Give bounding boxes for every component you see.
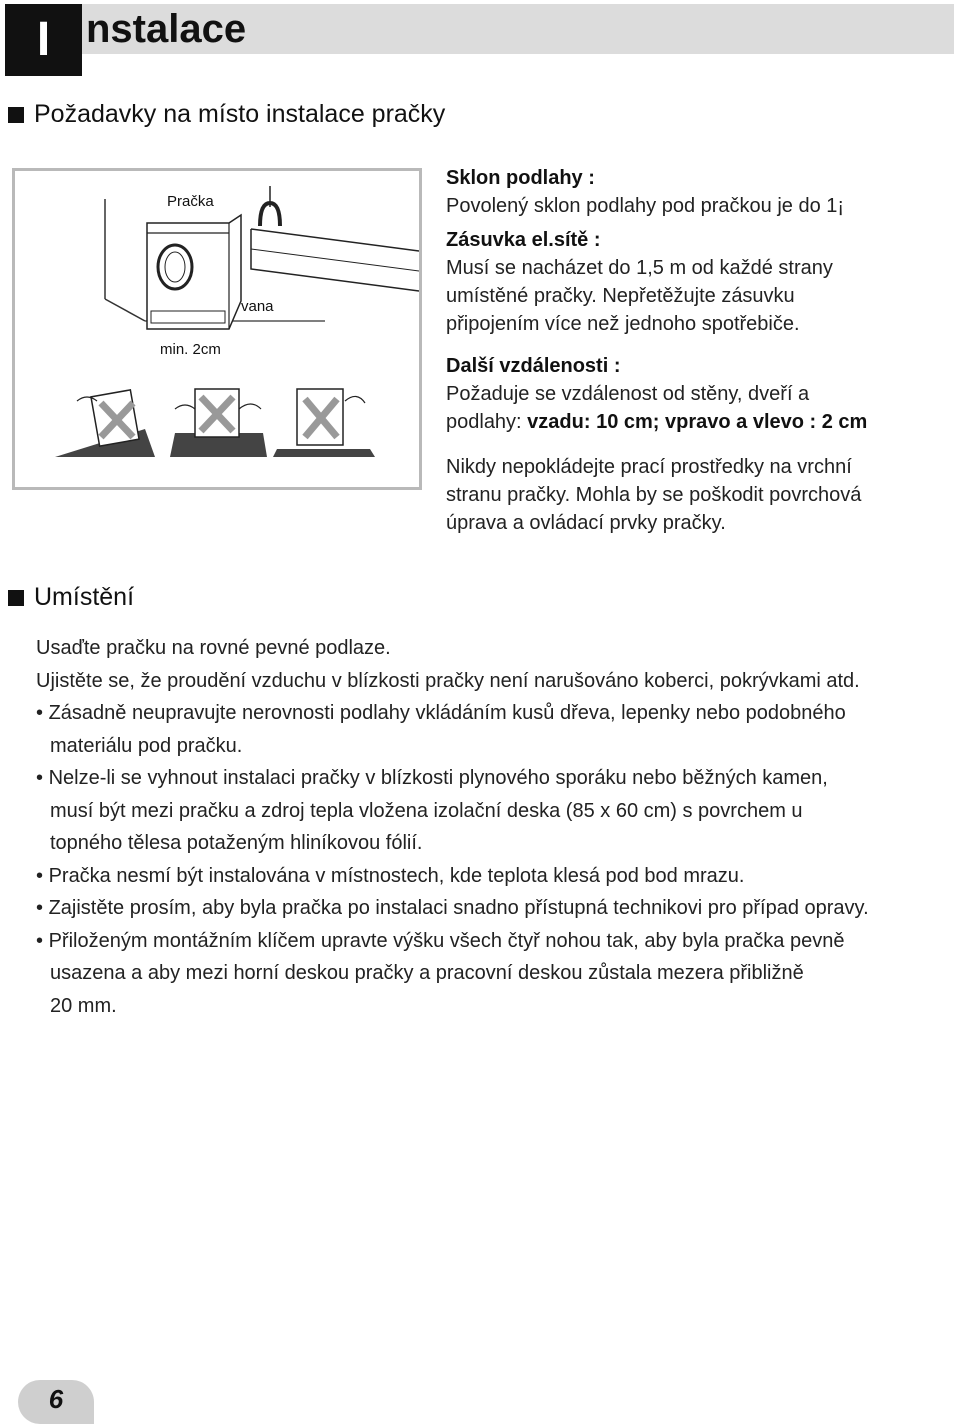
detergent-line: Nikdy nepokládejte prací prostředky na vrchní bbox=[446, 456, 852, 478]
section-heading-requirements bbox=[8, 100, 445, 129]
section-heading-text: Požadavky na místo instalace pračky bbox=[34, 100, 446, 128]
page-title: nstalace bbox=[86, 7, 247, 51]
socket-line: umístěné pračky. Nepřetěžujte zásuvku bbox=[446, 285, 795, 307]
distances-values: vzadu: 10 cm; vpravo a vlevo : 2 cm bbox=[527, 411, 868, 433]
installation-illustration bbox=[15, 171, 419, 487]
distances-prefix: podlahy: bbox=[446, 411, 528, 433]
distances-line: Požaduje se vzdálenost od stěny, dveří a bbox=[446, 383, 810, 405]
figure-label-bathtub: vana bbox=[241, 298, 274, 315]
bullet-item: • Nelze-li se vyhnout instalaci pračky v blízkosti plynového sporáku nebo běžných kamen, musí být mezi pračku a zdroj tepla vložena izolační deska (85 x 60 cm) s povrchem u topného tělesa potaženým hliníkovou fólií. bbox=[36, 767, 828, 854]
section-heading-text: Umístění bbox=[34, 583, 135, 611]
bullet-item: • Pračka nesmí být instalována v místnostech, kde teplota klesá pod bod mrazu. bbox=[36, 864, 745, 887]
placement-text bbox=[36, 632, 960, 1022]
distances-line bbox=[446, 408, 946, 436]
socket-line: Musí se nacházet do 1,5 m od každé strany bbox=[446, 257, 833, 279]
header-initial-letter: I bbox=[5, 4, 82, 76]
unlevel-floor-figure-1 bbox=[55, 390, 155, 457]
requirements-text bbox=[446, 164, 946, 537]
square-bullet-icon bbox=[8, 107, 24, 123]
socket-line: připojením více než jednoho spotřebiče. bbox=[446, 313, 800, 335]
figure-label-gap: min. 2cm bbox=[160, 341, 221, 358]
section-heading-placement bbox=[8, 583, 134, 612]
unlevel-floor-figure-3 bbox=[273, 389, 375, 457]
page-number: 6 bbox=[48, 1384, 64, 1414]
floor-slope-text: Povolený sklon podlahy pod pračkou je do 1¡ bbox=[446, 195, 845, 217]
bullet-item: • Přiloženým montážním klíčem upravte výšku všech čtyř nohou tak, aby byla pračka pevně usazena a aby mezi horní deskou pračky a pracovní deskou zůstala mezera přibližně 20 mm. bbox=[36, 929, 845, 1017]
placement-line: Ujistěte se, že proudění vzduchu v blízkosti pračky není narušováno koberci, pokrývkami atd. bbox=[36, 669, 860, 692]
installation-figure bbox=[12, 168, 422, 490]
detergent-line: úprava a ovládací prvky pračky. bbox=[446, 512, 726, 534]
socket-heading: Zásuvka el.sítě : bbox=[446, 229, 601, 251]
figure-label-washer: Pračka bbox=[167, 193, 214, 210]
bullet-item: • Zajistěte prosím, aby byla pračka po instalaci snadno přístupná technikovi pro případ opravy. bbox=[36, 897, 869, 919]
distances-heading: Další vzdálenosti : bbox=[446, 355, 621, 377]
square-bullet-icon bbox=[8, 590, 24, 606]
detergent-line: stranu pračky. Mohla by se poškodit povrchová bbox=[446, 484, 862, 506]
placement-line: Usaďte pračku na rovné pevné podlaze. bbox=[36, 637, 391, 659]
bullet-item: • Zásadně neupravujte nerovnosti podlahy vkládáním kusů dřeva, lepenky nebo podobného materiálu pod pračku. bbox=[36, 702, 846, 757]
unlevel-floor-figure-2 bbox=[170, 389, 267, 457]
floor-slope-heading: Sklon podlahy : bbox=[446, 167, 595, 189]
